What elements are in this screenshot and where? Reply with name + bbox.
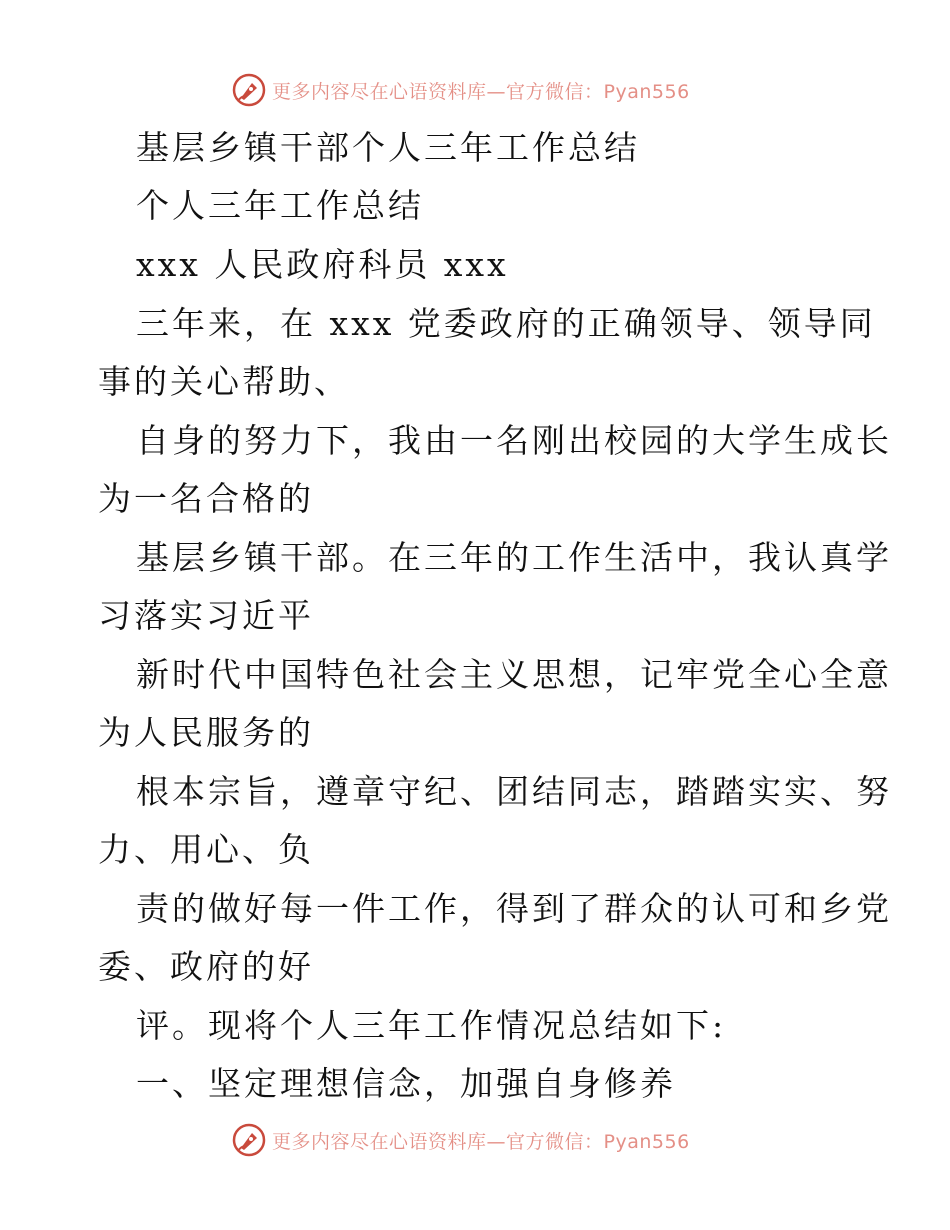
doc-paragraph-line: 三年来，在 xxx 党委政府的正确领导、领导同: [136, 304, 876, 343]
doc-paragraph-line: 委、政府的好: [98, 947, 314, 986]
doc-paragraph-line: 习落实习近平: [98, 596, 314, 635]
footer-watermark: [232, 1122, 690, 1158]
doc-paragraph-line: 自身的努力下，我由一名刚出校园的大学生成长: [136, 421, 892, 460]
pen-nib-logo-icon: [232, 1123, 266, 1157]
doc-paragraph-line: 为一名合格的: [98, 479, 314, 518]
doc-paragraph-line: 评。现将个人三年工作情况总结如下:: [136, 1006, 727, 1045]
doc-paragraph-line: 为人民服务的: [98, 713, 314, 752]
doc-paragraph-line: 力、用心、负: [98, 830, 314, 869]
doc-paragraph-line: 责的做好每一件工作，得到了群众的认可和乡党: [136, 889, 892, 928]
doc-author-line: xxx 人民政府科员 xxx: [136, 245, 509, 284]
doc-paragraph-line: 根本宗旨，遵章守纪、团结同志，踏踏实实、努: [136, 772, 892, 811]
doc-paragraph-line: 新时代中国特色社会主义思想，记牢党全心全意: [136, 655, 892, 694]
doc-paragraph-line: 基层乡镇干部。在三年的工作生活中，我认真学: [136, 538, 892, 577]
doc-paragraph-line: 事的关心帮助、: [98, 362, 350, 401]
doc-section-heading: 一、坚定理想信念，加强自身修养: [136, 1064, 676, 1103]
watermark-text: 更多内容尽在心语资料库—官方微信：Pyan556: [272, 80, 690, 103]
watermark-text: 更多内容尽在心语资料库—官方微信：Pyan556: [272, 1130, 690, 1153]
doc-title: 基层乡镇干部个人三年工作总结: [136, 128, 640, 167]
doc-subtitle: 个人三年工作总结: [136, 186, 424, 225]
